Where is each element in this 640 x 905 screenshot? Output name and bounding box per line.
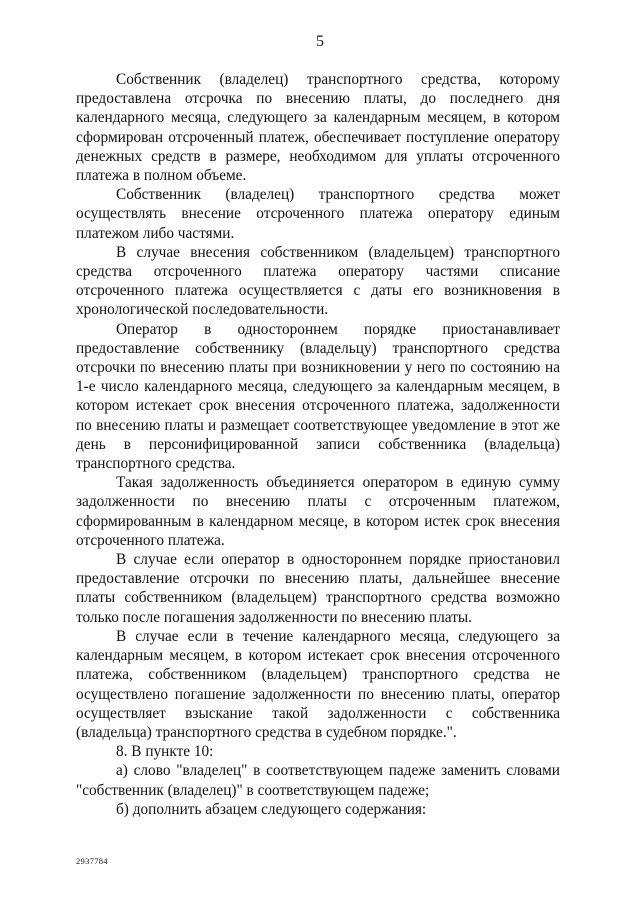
paragraph: Оператор в одностороннем порядке приостанавливает предоставление собственнику (владельцу) транспортного средства отсрочки по внесению платы при возникновении у него по состоянию на 1-е число календарного месяца, следующего за календарным месяцем, в котором истекает срок внесения отсроченного платежа, задолженности по внесению платы и размещает соответствующее уведомление в этот же день в персонифицированной записи собственника (владельца) транспортного средства. <box>76 320 560 473</box>
paragraph: В случае если оператор в одностороннем порядке приостановил предоставление отсрочки по внесению платы, дальнейшее внесение платы собственником (владельцем) транспортного средства возможно только после погашения задолженности по внесению платы. <box>76 551 560 626</box>
page-number: 5 <box>316 33 324 50</box>
paragraph: Собственник (владелец) транспортного средства, которому предоставлена отсрочка по внесению платы, до последнего дня календарного месяца, следующего за календарным месяцем, в котором сформирован отсроченный платеж, обеспечивает поступление оператору денежных средств в размере, необходимом для уплаты отсроченного платежа в полном объеме. <box>76 71 560 185</box>
paragraph: В случае внесения собственником (владельцем) транспортного средства отсроченного платежа оператору частями списание отсроченного платежа осуществляется с даты его возникновения в хронологической последовательности. <box>76 243 560 319</box>
paragraph: В случае если в течение календарного месяца, следующего за календарным месяцем, в котором истекает срок внесения отсроченного платежа, собственником (владельцем) транспортного средства не осуществлено погашение задолженности по внесению платы, оператор осуществляет взыскание такой задолженности с собственника (владельца) транспортного средства в судебном порядке.". <box>76 627 560 741</box>
paragraph: а) слово "владелец" в соответствующем падеже заменить словами "собственник (владелец)" в соответствующем падеже; <box>76 762 560 799</box>
paragraph: Такая задолженность объединяется оператором в единую сумму задолженности по внесению платы с отсроченным платежом, сформированным в календарном месяце, в котором истек срок внесения отсроченного платежа. <box>76 474 560 549</box>
document-body <box>76 70 560 819</box>
paragraph: Собственник (владелец) транспортного средства может осуществлять внесение отсроченного платежа оператору единым платежом либо частями. <box>76 186 560 242</box>
document-code: 2937784 <box>76 856 108 866</box>
paragraph: б) дополнить абзацем следующего содержания: <box>116 800 427 818</box>
paragraph: 8. В пункте 10: <box>116 743 214 761</box>
